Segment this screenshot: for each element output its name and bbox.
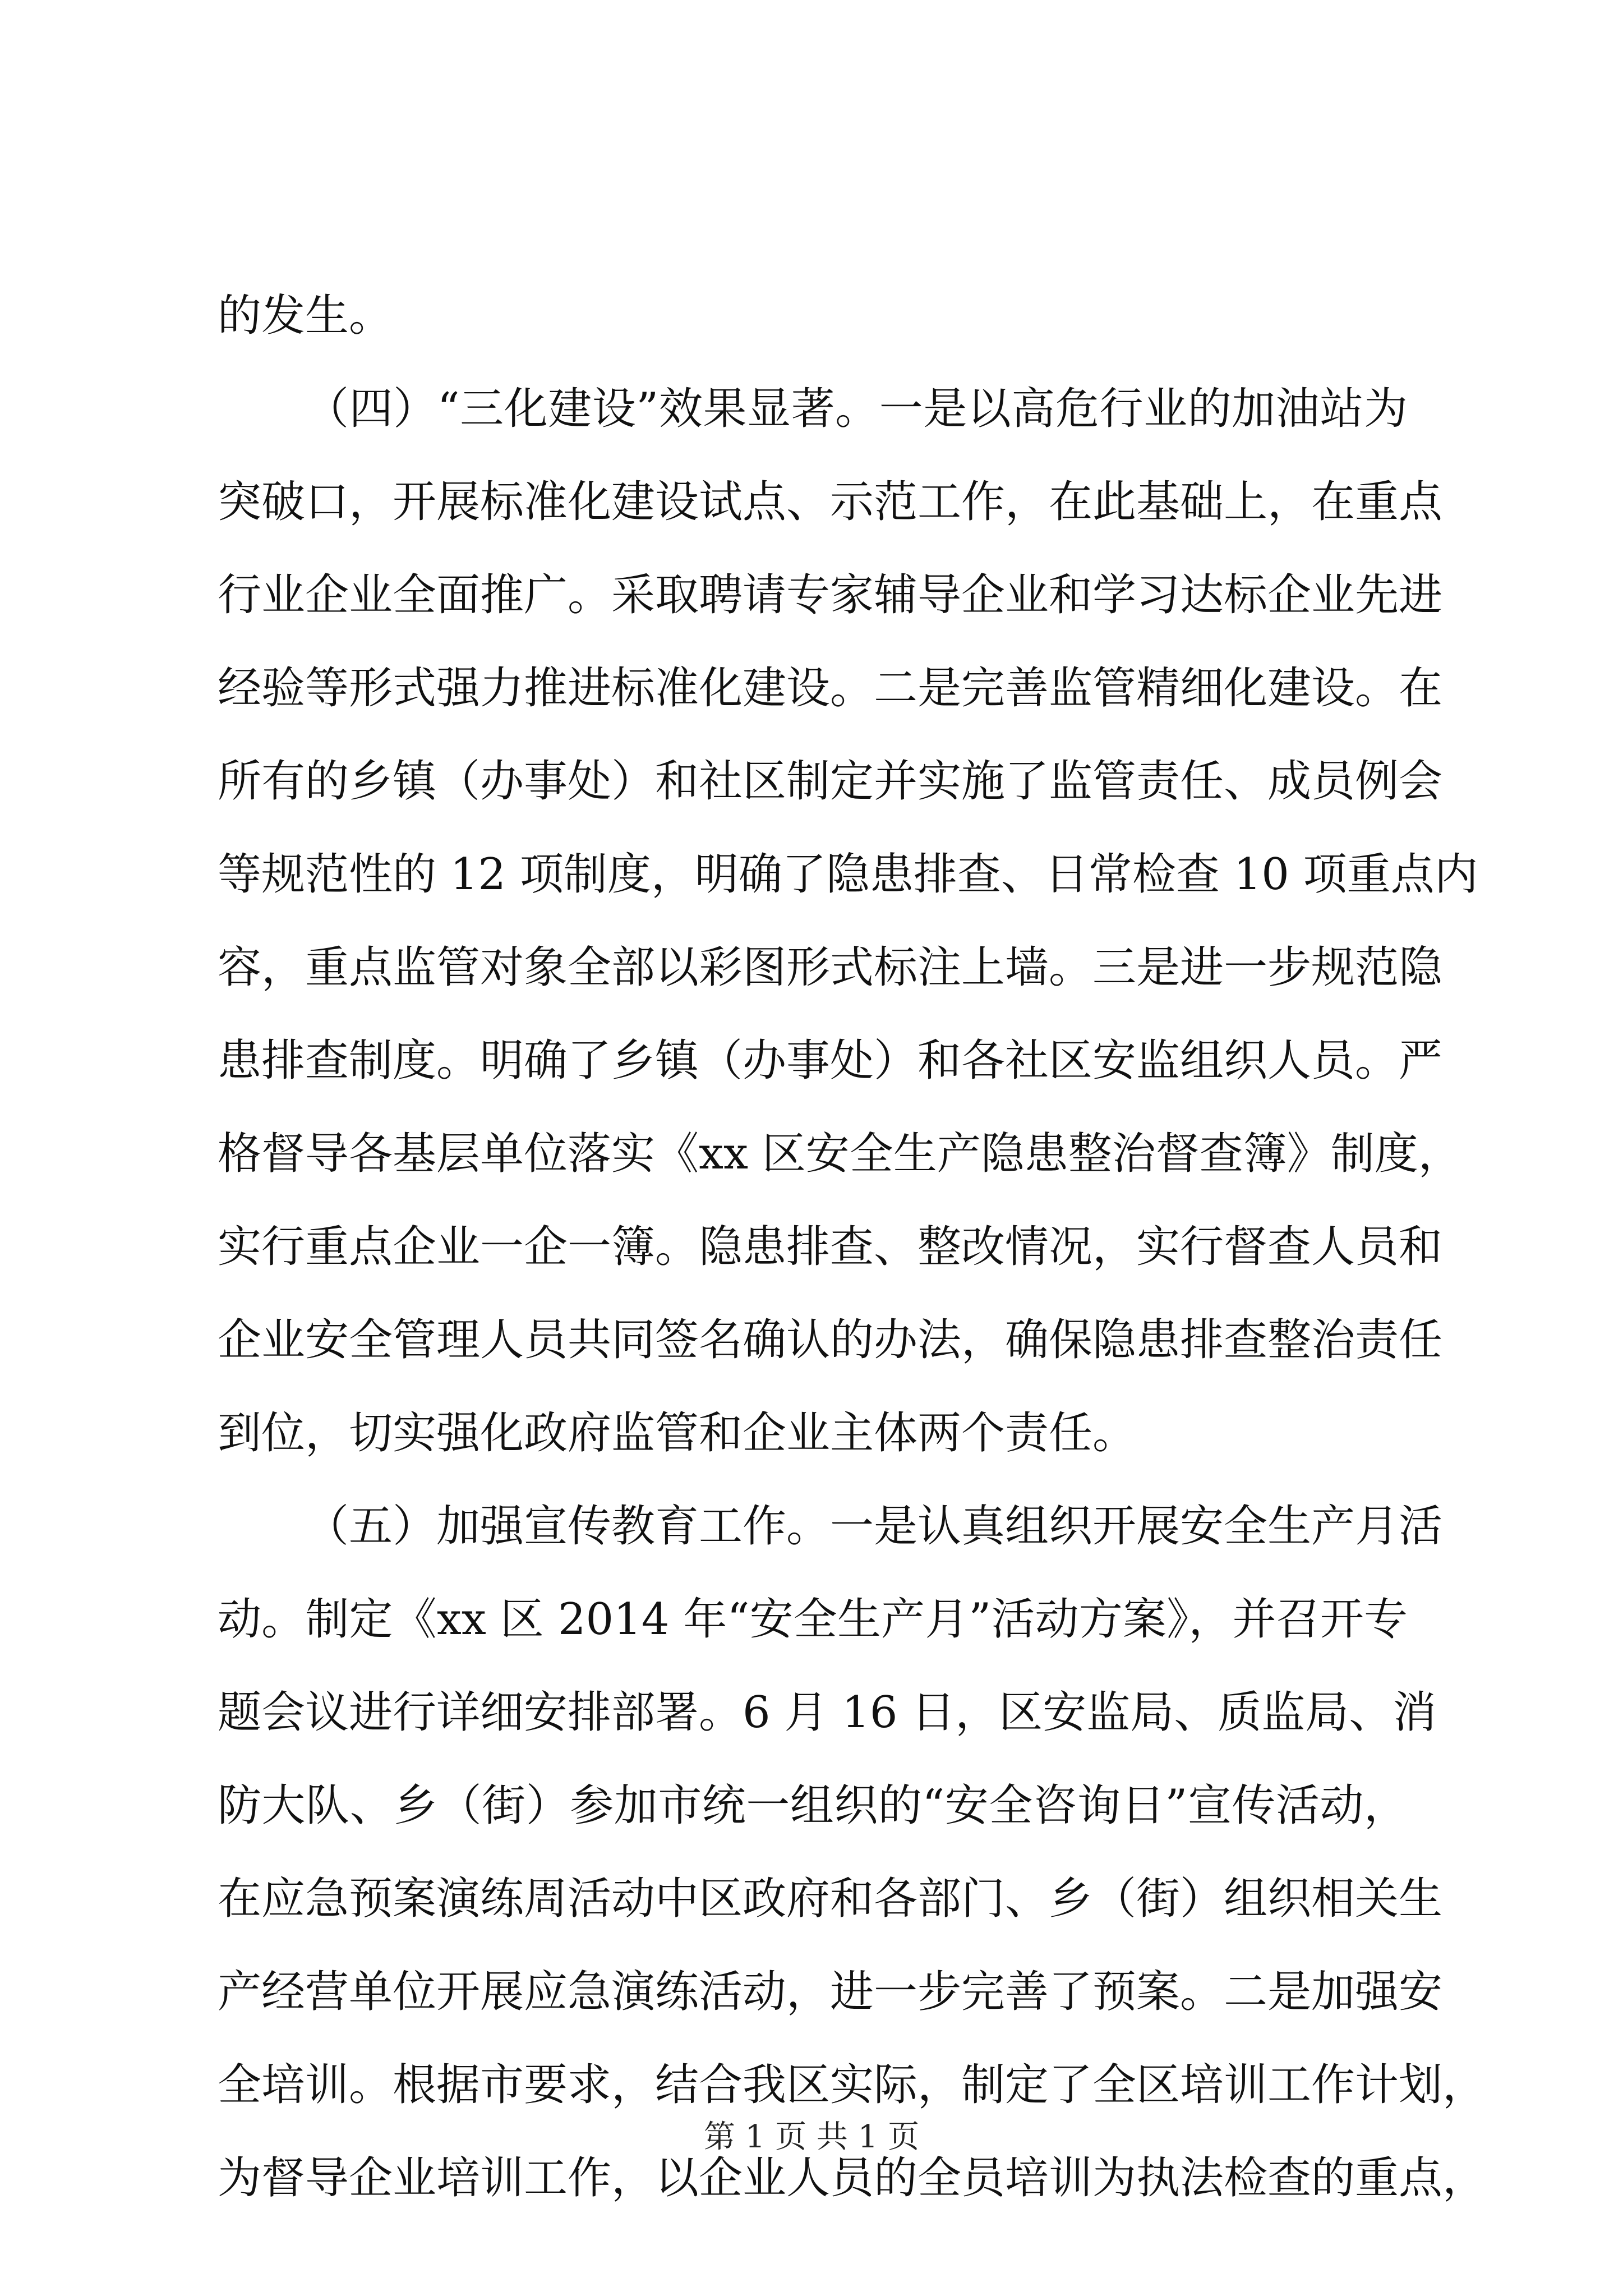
paragraph-line: 企业安全管理人员共同签名确认的办法，确保隐患排查整治责任 bbox=[218, 1315, 1443, 1365]
paragraph-line: 实行重点企业一企一簿。隐患排查、整改情况，实行督查人员和 bbox=[218, 1222, 1443, 1272]
paragraph-line: 容，重点监管对象全部以彩图形式标注上墙。三是进一步规范隐 bbox=[218, 942, 1443, 993]
document-body bbox=[218, 269, 1487, 2225]
paragraph-line: 经验等形式强力推进标准化建设。二是完善监管精细化建设。在 bbox=[218, 663, 1443, 714]
paragraph-line: （四）“三化建设”效果显著。一是以高危行业的加油站为 bbox=[305, 384, 1408, 434]
page-footer bbox=[0, 2115, 1623, 2160]
paragraph-line: 突破口，开展标准化建设试点、示范工作，在此基础上，在重点 bbox=[218, 477, 1443, 527]
paragraph-line: （五）加强宣传教育工作。一是认真组织开展安全生产月活 bbox=[305, 1501, 1443, 1552]
paragraph-line: 等规范性的 12 项制度，明确了隐患排查、日常检查 10 项重点内 bbox=[218, 849, 1478, 900]
paragraph-line: 全培训。根据市要求，结合我区实际，制定了全区培训工作计划， bbox=[218, 2060, 1487, 2110]
page-number-label: 第 1 页 共 1 页 bbox=[703, 2119, 920, 2155]
paragraph-line: 格督导各基层单位落实《xx 区安全生产隐患整治督查簿》制度， bbox=[218, 1129, 1462, 1179]
paragraph-line: 到位，切实强化政府监管和企业主体两个责任。 bbox=[218, 1408, 1137, 1458]
paragraph-line: 所有的乡镇（办事处）和社区制定并实施了监管责任、成员例会 bbox=[218, 756, 1443, 807]
paragraph-line: 患排查制度。明确了乡镇（办事处）和各社区安监组织人员。严 bbox=[218, 1036, 1443, 1086]
paragraph-line: 题会议进行详细安排部署。6 月 16 日，区安监局、质监局、消 bbox=[218, 1687, 1437, 1738]
paragraph-line: 为督导企业培训工作，以企业人员的全员培训为执法检查的重点， bbox=[218, 2153, 1487, 2203]
paragraph-line: 动。制定《xx 区 2014 年“安全生产月”活动方案》，并召开专 bbox=[218, 1594, 1408, 1645]
paragraph-line: 产经营单位开展应急演练活动，进一步完善了预案。二是加强安 bbox=[218, 1967, 1443, 2017]
paragraph-line: 的发生。 bbox=[218, 291, 393, 341]
paragraph-line: 在应急预案演练周活动中区政府和各部门、乡（街）组织相关生 bbox=[218, 1874, 1443, 1924]
paragraph-line: 防大队、乡（街）参加市统一组织的“安全咨询日”宣传活动， bbox=[218, 1780, 1408, 1831]
paragraph-line: 行业企业全面推广。采取聘请专家辅导企业和学习达标企业先进 bbox=[218, 570, 1443, 620]
